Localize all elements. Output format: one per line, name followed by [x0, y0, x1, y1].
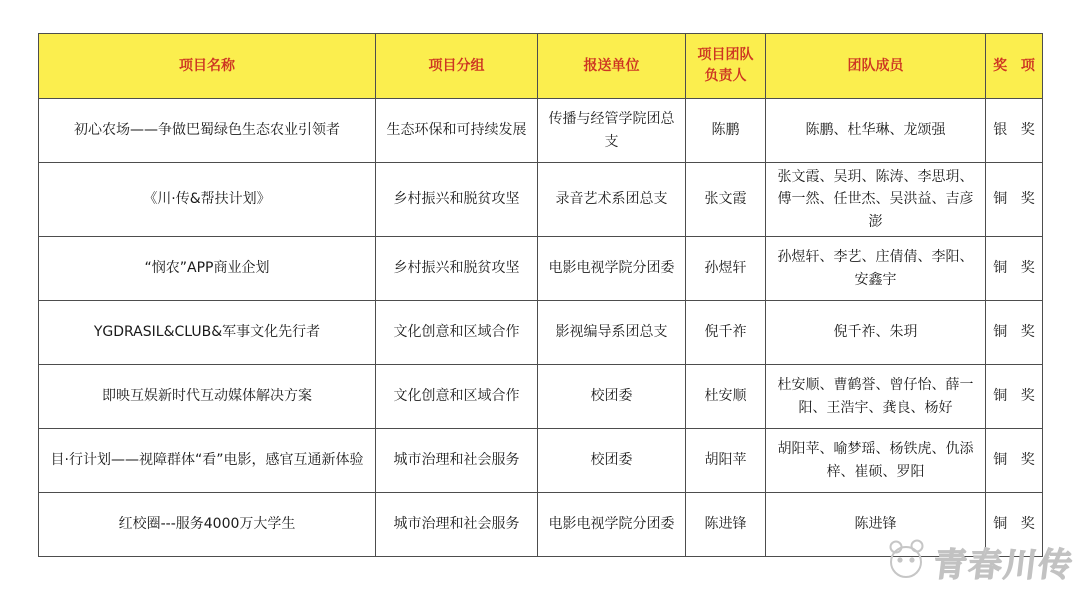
submitting-unit-cell: 电影电视学院分团委 — [538, 237, 686, 301]
project-name-cell: YGDRASIL&CLUB&军事文化先行者 — [39, 301, 376, 365]
award-cell: 银 奖 — [986, 99, 1043, 163]
header-team-members: 团队成员 — [766, 34, 986, 99]
project-group-cell: 文化创意和区域合作 — [376, 301, 538, 365]
project-group-cell: 城市治理和社会服务 — [376, 429, 538, 493]
project-group-cell: 文化创意和区域合作 — [376, 365, 538, 429]
team-members-cell: 杜安顺、曹鹤誉、曾仔怡、薛一阳、王浩宇、龚良、杨好 — [766, 365, 986, 429]
project-name-cell: 红校圈---服务4000万大学生 — [39, 493, 376, 557]
watermark-text: 青春川传 — [931, 544, 1077, 584]
team-members-cell: 张文霞、吴玥、陈涛、李思玥、傅一然、任世杰、吴洪益、吉彦澎 — [766, 163, 986, 237]
team-leader-cell: 倪千祚 — [686, 301, 766, 365]
header-row — [39, 34, 1043, 99]
table-row — [39, 99, 1043, 163]
project-name-cell: 初心农场——争做巴蜀绿色生态农业引领者 — [39, 99, 376, 163]
project-name-cell: 目·行计划——视障群体“看”电影，感官互通新体验 — [39, 429, 376, 493]
header-team-leader-line1: 项目团队 — [697, 47, 754, 63]
header-project-name: 项目名称 — [39, 34, 376, 99]
table-row — [39, 365, 1043, 429]
header-award: 奖 项 — [986, 34, 1043, 99]
team-members-cell: 陈鹏、杜华琳、龙颂强 — [766, 99, 986, 163]
project-name-cell: “悯农”APP商业企划 — [39, 237, 376, 301]
header-team-leader-line2: 负责人 — [704, 68, 747, 84]
project-group-cell: 乡村振兴和脱贫攻坚 — [376, 163, 538, 237]
team-members-cell: 倪千祚、朱玥 — [766, 301, 986, 365]
team-leader-cell: 张文霞 — [686, 163, 766, 237]
submitting-unit-cell: 电影电视学院分团委 — [538, 493, 686, 557]
submitting-unit-cell: 校团委 — [538, 365, 686, 429]
table-row — [39, 429, 1043, 493]
header-submitting-unit: 报送单位 — [538, 34, 686, 99]
table-row — [39, 493, 1043, 557]
team-members-cell: 胡阳苹、喻梦瑶、杨铁虎、仇添梓、崔硕、罗阳 — [766, 429, 986, 493]
submitting-unit-cell: 传播与经管学院团总支 — [538, 99, 686, 163]
award-cell: 铜 奖 — [986, 163, 1043, 237]
project-name-cell: 《川·传&帮扶计划》 — [39, 163, 376, 237]
award-cell: 铜 奖 — [986, 493, 1043, 557]
header-team-leader — [686, 34, 766, 99]
table-body — [39, 99, 1043, 557]
award-cell: 铜 奖 — [986, 237, 1043, 301]
table-row — [39, 301, 1043, 365]
team-leader-cell: 陈进锋 — [686, 493, 766, 557]
team-leader-cell: 胡阳苹 — [686, 429, 766, 493]
header-project-group: 项目分组 — [376, 34, 538, 99]
submitting-unit-cell: 录音艺术系团总支 — [538, 163, 686, 237]
submitting-unit-cell: 校团委 — [538, 429, 686, 493]
table-row — [39, 163, 1043, 237]
team-members-cell: 孙煜轩、李艺、庄倩倩、李阳、安鑫宇 — [766, 237, 986, 301]
award-cell: 铜 奖 — [986, 365, 1043, 429]
table-row — [39, 237, 1043, 301]
project-group-cell: 乡村振兴和脱贫攻坚 — [376, 237, 538, 301]
project-group-cell: 生态环保和可持续发展 — [376, 99, 538, 163]
team-members-cell: 陈进锋 — [766, 493, 986, 557]
submitting-unit-cell: 影视编导系团总支 — [538, 301, 686, 365]
project-name-cell: 即映互娱新时代互动媒体解决方案 — [39, 365, 376, 429]
team-leader-cell: 陈鹏 — [686, 99, 766, 163]
project-group-cell: 城市治理和社会服务 — [376, 493, 538, 557]
award-cell: 铜 奖 — [986, 301, 1043, 365]
team-leader-cell: 孙煜轩 — [686, 237, 766, 301]
award-cell: 铜 奖 — [986, 429, 1043, 493]
awards-table — [38, 33, 1043, 557]
team-leader-cell: 杜安顺 — [686, 365, 766, 429]
